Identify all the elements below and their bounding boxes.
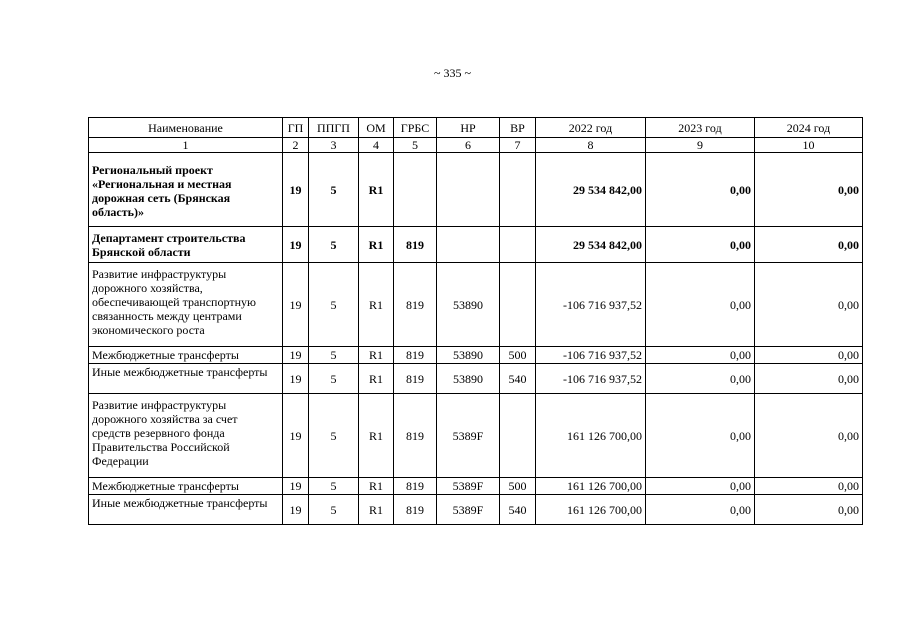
row-ppgp: 5	[309, 478, 359, 495]
row-ppgp: 5	[309, 153, 359, 227]
row-2022: 29 534 842,00	[536, 227, 646, 263]
row-gp: 19	[283, 153, 309, 227]
row-2023: 0,00	[646, 227, 755, 263]
column-number: 1	[89, 138, 283, 153]
row-2024: 0,00	[755, 495, 863, 525]
header-grbs: ГРБС	[394, 118, 437, 138]
row-grbs: 819	[394, 263, 437, 347]
row-gp: 19	[283, 263, 309, 347]
row-grbs: 819	[394, 394, 437, 478]
row-name: Иные межбюджетные трансферты	[89, 495, 283, 525]
row-name: Департамент строительства Брянской области	[89, 227, 283, 263]
row-nr: 5389F	[437, 394, 500, 478]
row-2023: 0,00	[646, 495, 755, 525]
row-vr: 500	[500, 347, 536, 364]
column-number: 5	[394, 138, 437, 153]
column-number: 2	[283, 138, 309, 153]
table-row	[89, 227, 863, 263]
row-om: R1	[359, 263, 394, 347]
column-number: 4	[359, 138, 394, 153]
row-2023: 0,00	[646, 394, 755, 478]
row-grbs: 819	[394, 227, 437, 263]
row-2023: 0,00	[646, 478, 755, 495]
row-nr: 5389F	[437, 495, 500, 525]
page-number: ~ 335 ~	[434, 66, 471, 80]
row-2022: -106 716 937,52	[536, 347, 646, 364]
column-number: 8	[536, 138, 646, 153]
row-2022: -106 716 937,52	[536, 364, 646, 394]
table-row	[89, 364, 863, 394]
row-vr: 540	[500, 495, 536, 525]
row-2022: -106 716 937,52	[536, 263, 646, 347]
row-grbs: 819	[394, 364, 437, 394]
row-om: R1	[359, 364, 394, 394]
row-gp: 19	[283, 495, 309, 525]
row-nr: 53890	[437, 364, 500, 394]
row-2024: 0,00	[755, 364, 863, 394]
row-2023: 0,00	[646, 347, 755, 364]
row-name: Иные межбюджетные трансферты	[89, 364, 283, 394]
row-nr: 53890	[437, 263, 500, 347]
row-grbs: 819	[394, 478, 437, 495]
row-gp: 19	[283, 394, 309, 478]
table-row	[89, 347, 863, 364]
column-number: 3	[309, 138, 359, 153]
header-2024: 2024 год	[755, 118, 863, 138]
row-name: Региональный проект «Региональная и местная дорожная сеть (Брянская область)»	[89, 153, 283, 227]
row-vr	[500, 153, 536, 227]
row-2024: 0,00	[755, 478, 863, 495]
table-row	[89, 153, 863, 227]
row-om: R1	[359, 153, 394, 227]
row-ppgp: 5	[309, 263, 359, 347]
row-vr: 500	[500, 478, 536, 495]
row-gp: 19	[283, 364, 309, 394]
row-2022: 29 534 842,00	[536, 153, 646, 227]
row-vr: 540	[500, 364, 536, 394]
row-vr	[500, 263, 536, 347]
row-om: R1	[359, 394, 394, 478]
row-name: Развитие инфраструктуры дорожного хозяйства, обеспечивающей транспортную связанность между центрами экономического роста	[89, 263, 283, 347]
row-2022: 161 126 700,00	[536, 394, 646, 478]
row-name: Развитие инфраструктуры дорожного хозяйства за счет средств резервного фонда Правительства Российской Федерации	[89, 394, 283, 478]
row-nr	[437, 153, 500, 227]
row-2022: 161 126 700,00	[536, 495, 646, 525]
row-2024: 0,00	[755, 347, 863, 364]
header-ppgp: ППГП	[309, 118, 359, 138]
row-name: Межбюджетные трансферты	[89, 478, 283, 495]
row-om: R1	[359, 478, 394, 495]
column-number-row	[89, 138, 863, 153]
row-om: R1	[359, 495, 394, 525]
row-name: Межбюджетные трансферты	[89, 347, 283, 364]
table-row	[89, 495, 863, 525]
row-2024: 0,00	[755, 153, 863, 227]
column-number: 6	[437, 138, 500, 153]
row-2022: 161 126 700,00	[536, 478, 646, 495]
row-2023: 0,00	[646, 153, 755, 227]
column-number: 9	[646, 138, 755, 153]
row-om: R1	[359, 227, 394, 263]
row-2024: 0,00	[755, 227, 863, 263]
row-vr	[500, 394, 536, 478]
row-ppgp: 5	[309, 394, 359, 478]
row-2024: 0,00	[755, 394, 863, 478]
row-grbs: 819	[394, 347, 437, 364]
row-ppgp: 5	[309, 347, 359, 364]
row-grbs	[394, 153, 437, 227]
table-row	[89, 263, 863, 347]
table-row	[89, 478, 863, 495]
header-name: Наименование	[89, 118, 283, 138]
row-nr	[437, 227, 500, 263]
row-gp: 19	[283, 347, 309, 364]
row-2023: 0,00	[646, 263, 755, 347]
row-ppgp: 5	[309, 364, 359, 394]
row-2024: 0,00	[755, 263, 863, 347]
header-2023: 2023 год	[646, 118, 755, 138]
row-grbs: 819	[394, 495, 437, 525]
row-gp: 19	[283, 227, 309, 263]
row-vr	[500, 227, 536, 263]
row-ppgp: 5	[309, 227, 359, 263]
row-nr: 53890	[437, 347, 500, 364]
header-gp: ГП	[283, 118, 309, 138]
row-nr: 5389F	[437, 478, 500, 495]
row-2023: 0,00	[646, 364, 755, 394]
row-gp: 19	[283, 478, 309, 495]
header-2022: 2022 год	[536, 118, 646, 138]
header-vr: ВР	[500, 118, 536, 138]
budget-table	[88, 117, 863, 525]
table-row	[89, 394, 863, 478]
row-ppgp: 5	[309, 495, 359, 525]
column-number: 7	[500, 138, 536, 153]
header-nr: НР	[437, 118, 500, 138]
column-number: 10	[755, 138, 863, 153]
row-om: R1	[359, 347, 394, 364]
header-row	[89, 118, 863, 138]
header-om: ОМ	[359, 118, 394, 138]
